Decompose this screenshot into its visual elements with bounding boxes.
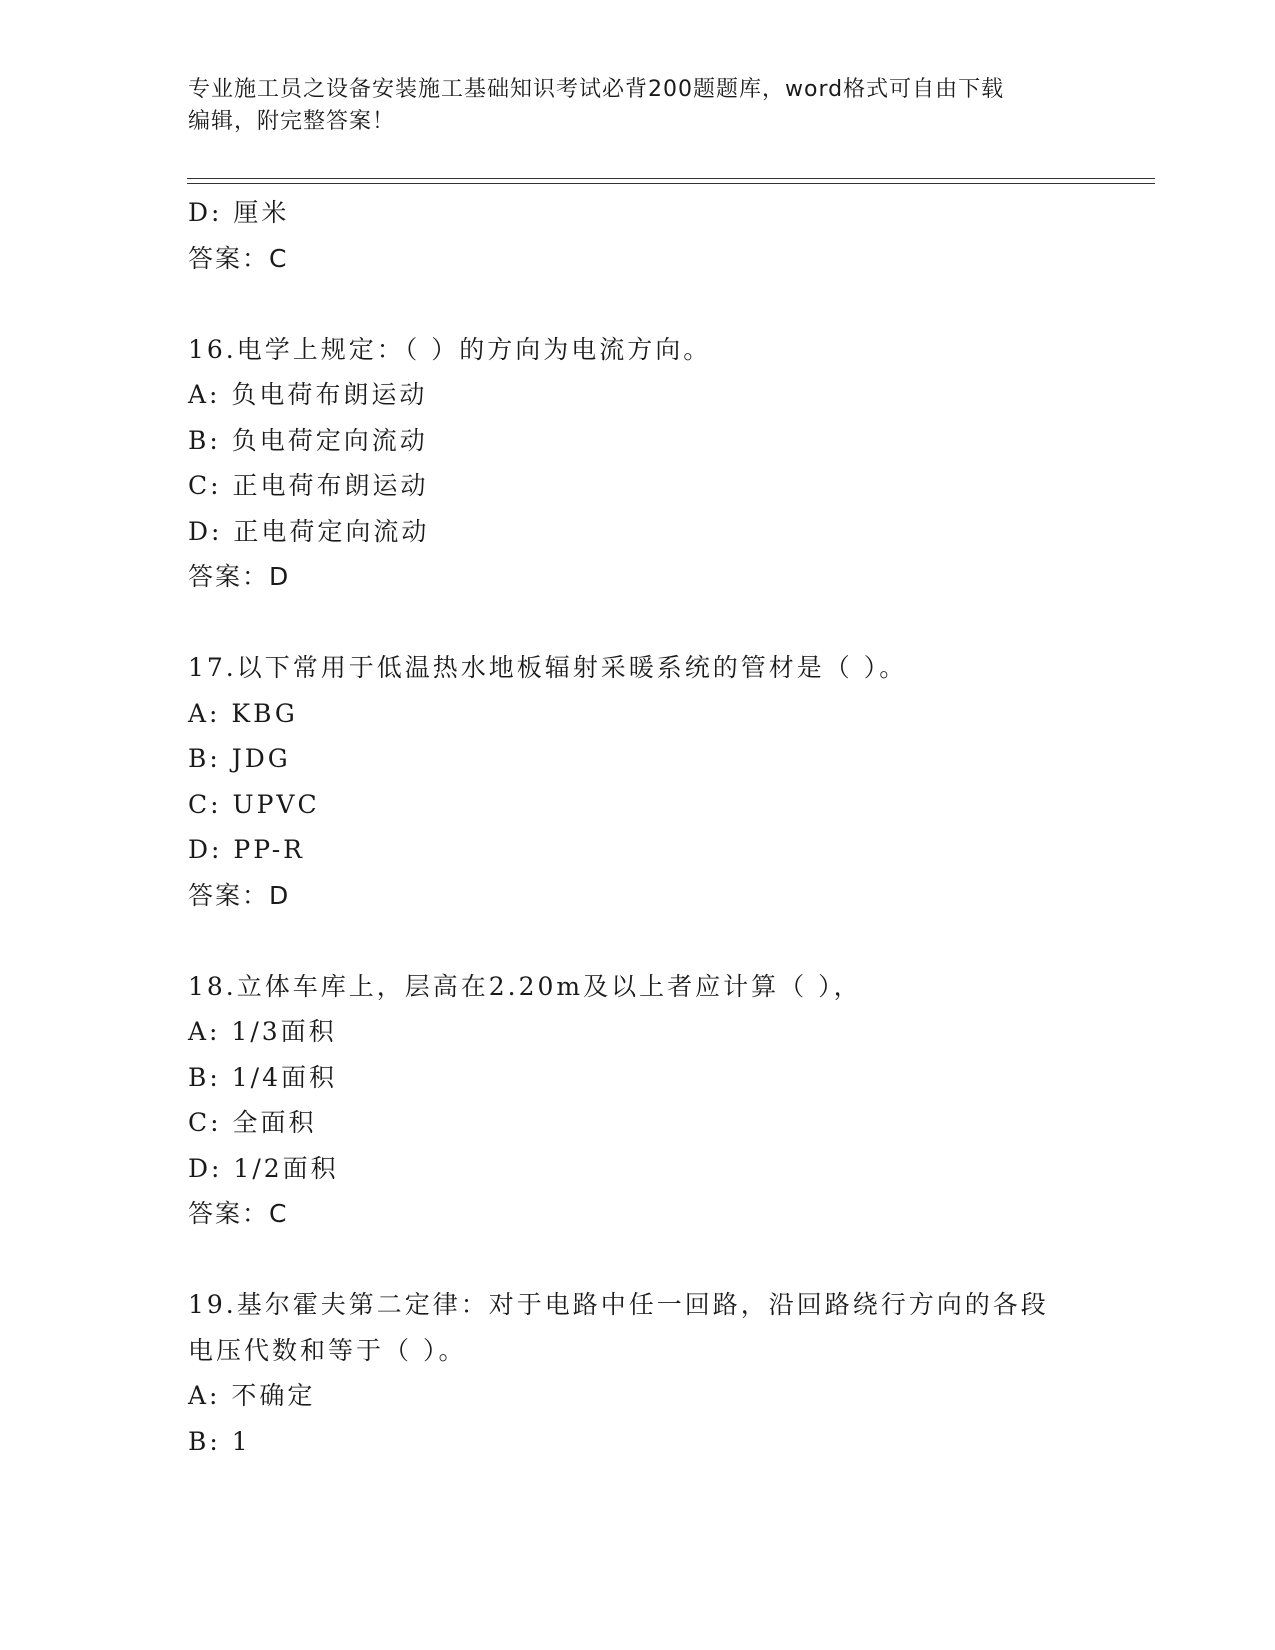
header-line-2: 编辑，附完整答案！ xyxy=(188,109,396,134)
answer-line: 答案：C xyxy=(188,243,289,273)
option-c: C: 全面积 xyxy=(188,1108,317,1137)
header-line-1: 专业施工员之设备安装施工基础知识考试必背200题题库，word格式可自由下载 xyxy=(188,77,1005,102)
option-d: D: 正电荷定向流动 xyxy=(188,516,430,546)
document-header xyxy=(188,74,1088,138)
question-18 xyxy=(188,964,1088,1237)
answer-line: 答案：C xyxy=(188,1199,289,1228)
question-stem: 16.电学上规定：（ ）的方向为电流方向。 xyxy=(188,334,712,364)
question-stem: 18.立体车库上，层高在2.20m及以上者应计算（ ）， xyxy=(188,971,862,1001)
answer-line: 答案：D xyxy=(188,880,291,910)
option-c: C: UPVC xyxy=(188,789,320,819)
option-a: A: 不确定 xyxy=(188,1381,316,1410)
question-17 xyxy=(188,645,1088,918)
answer-line: 答案：D xyxy=(188,562,291,591)
option-a: A: KBG xyxy=(188,698,298,728)
option-d: D: 1/2面积 xyxy=(188,1153,339,1183)
question-stem-line-2: 电压代数和等于（ ）。 xyxy=(188,1335,467,1365)
option-d: D: 厘米 xyxy=(188,198,290,227)
option-c: C: 正电荷布朗运动 xyxy=(188,471,429,500)
option-b: B: 1/4面积 xyxy=(188,1062,337,1092)
option-d: D: PP-R xyxy=(188,835,305,864)
document-body xyxy=(188,190,1088,1464)
question-stem-line-1: 19.基尔霍夫第二定律：对于电路中任一回路，沿回路绕行方向的各段 xyxy=(188,1290,1049,1319)
spacer xyxy=(188,918,1088,964)
spacer xyxy=(188,1237,1088,1283)
header-divider-bottom xyxy=(187,183,1155,184)
option-a: A: 负电荷布朗运动 xyxy=(188,380,428,409)
header-divider-top xyxy=(187,178,1155,179)
question-16 xyxy=(188,327,1088,600)
spacer xyxy=(188,281,1088,327)
option-a: A: 1/3面积 xyxy=(188,1017,337,1046)
option-b: B: JDG xyxy=(188,744,291,773)
option-b: B: 负电荷定向流动 xyxy=(188,425,428,455)
option-b: B: 1 xyxy=(188,1426,251,1456)
question-stem: 17.以下常用于低温热水地板辐射采暖系统的管材是（ ）。 xyxy=(188,653,908,682)
question-19 xyxy=(188,1282,1088,1464)
spacer xyxy=(188,600,1088,646)
